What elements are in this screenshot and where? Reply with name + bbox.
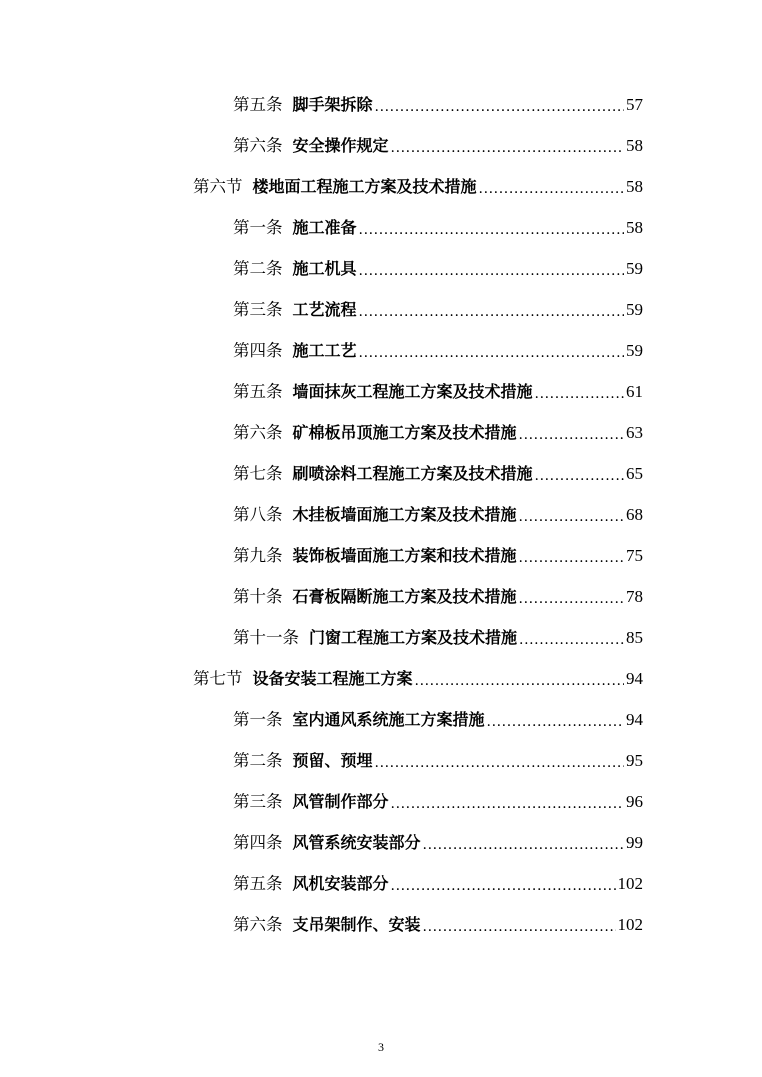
toc-entry-title: 施工机具 <box>292 259 357 278</box>
toc-entry-title: 支吊架制作、安装 <box>292 915 421 934</box>
toc-entry-title: 施工准备 <box>292 218 357 237</box>
toc-entry[interactable] <box>233 498 643 532</box>
toc-entry-number: 第六节 <box>193 177 243 196</box>
toc-entry-title: 矿棉板吊顶施工方案及技术措施 <box>292 423 517 442</box>
toc-dot-leader <box>375 88 624 122</box>
toc-dot-leader <box>519 621 624 655</box>
toc-dot-leader <box>391 129 624 163</box>
toc-dot-leader <box>535 375 624 409</box>
toc-entry-page: 61 <box>626 382 643 401</box>
toc-dot-leader <box>375 744 624 778</box>
toc-entry-title: 预留、预埋 <box>292 751 373 770</box>
toc-entry-number: 第七节 <box>193 669 243 688</box>
toc-entry-number: 第六条 <box>233 915 283 934</box>
toc-entry-title: 装饰板墙面施工方案和技术措施 <box>292 546 517 565</box>
toc-dot-leader <box>519 539 624 573</box>
toc-entry-page: 58 <box>626 177 643 196</box>
toc-entry-page: 68 <box>626 505 643 524</box>
toc-entry-title: 风管系统安装部分 <box>292 833 421 852</box>
toc-dot-leader <box>519 580 624 614</box>
toc-dot-leader <box>359 252 624 286</box>
toc-entry-title: 安全操作规定 <box>292 136 389 155</box>
toc-entry[interactable] <box>233 867 643 901</box>
toc-entry-title: 楼地面工程施工方案及技术措施 <box>252 177 477 196</box>
toc-entry-title: 施工工艺 <box>292 341 357 360</box>
toc-entry[interactable] <box>233 88 643 122</box>
toc-dot-leader <box>487 703 624 737</box>
toc-entry-number: 第二条 <box>233 259 283 278</box>
toc-entry-page: 59 <box>626 300 643 319</box>
toc-dot-leader <box>391 785 624 819</box>
toc-entry-page: 96 <box>626 792 643 811</box>
toc-entry-number: 第四条 <box>233 341 283 360</box>
toc-entry-page: 95 <box>626 751 643 770</box>
toc-entry-title: 风机安装部分 <box>292 874 389 893</box>
toc-entry-number: 第三条 <box>233 792 283 811</box>
toc-entry-number: 第三条 <box>233 300 283 319</box>
toc-entry-title: 墙面抹灰工程施工方案及技术措施 <box>292 382 533 401</box>
toc-entry-number: 第九条 <box>233 546 283 565</box>
toc-entry[interactable] <box>233 744 643 778</box>
toc-entry-page: 94 <box>626 669 643 688</box>
toc-dot-leader <box>423 826 624 860</box>
toc-entry-page: 102 <box>617 915 643 934</box>
toc-entry[interactable] <box>233 621 643 655</box>
toc-section-entry[interactable] <box>193 170 643 204</box>
toc-entry-page: 59 <box>626 341 643 360</box>
toc-entry-number: 第十条 <box>233 587 283 606</box>
page-number: 3 <box>378 1040 384 1054</box>
toc-entry-page: 65 <box>626 464 643 483</box>
toc-entry-title: 工艺流程 <box>292 300 357 319</box>
toc-entry-number: 第一条 <box>233 218 283 237</box>
toc-entry[interactable] <box>233 580 643 614</box>
toc-dot-leader <box>479 170 624 204</box>
toc-entry-page: 63 <box>626 423 643 442</box>
toc-entry-number: 第五条 <box>233 95 283 114</box>
toc-entry-page: 94 <box>626 710 643 729</box>
toc-entry-number: 第七条 <box>233 464 283 483</box>
toc-entry-number: 第十一条 <box>233 628 299 647</box>
toc-entry-number: 第八条 <box>233 505 283 524</box>
toc-entry[interactable] <box>233 416 643 450</box>
toc-entry-number: 第六条 <box>233 423 283 442</box>
toc-entry[interactable] <box>233 785 643 819</box>
toc-entry-page: 59 <box>626 259 643 278</box>
toc-entry[interactable] <box>233 908 643 942</box>
toc-entry-title: 石膏板隔断施工方案及技术措施 <box>292 587 517 606</box>
toc-dot-leader <box>535 457 624 491</box>
toc-entry-page: 75 <box>626 546 643 565</box>
toc-entry-title: 设备安装工程施工方案 <box>252 669 413 688</box>
toc-dot-leader <box>423 908 616 942</box>
toc-entry[interactable] <box>233 334 643 368</box>
toc-entry[interactable] <box>233 252 643 286</box>
toc-entry[interactable] <box>233 539 643 573</box>
toc-dot-leader <box>359 211 624 245</box>
toc-entry-number: 第五条 <box>233 874 283 893</box>
toc-entry-number: 第五条 <box>233 382 283 401</box>
toc-entry[interactable] <box>233 375 643 409</box>
toc-entry[interactable] <box>233 293 643 327</box>
toc-entry[interactable] <box>233 129 643 163</box>
toc-entry[interactable] <box>233 457 643 491</box>
toc-entry-number: 第一条 <box>233 710 283 729</box>
toc-entry-page: 57 <box>626 95 643 114</box>
toc-entry-title: 脚手架拆除 <box>292 95 373 114</box>
toc-entry-page: 78 <box>626 587 643 606</box>
toc-entry-page: 58 <box>626 136 643 155</box>
toc-dot-leader <box>519 416 624 450</box>
toc-entry[interactable] <box>233 826 643 860</box>
toc-entry-title: 刷喷涂料工程施工方案及技术措施 <box>292 464 533 483</box>
toc-entry-page: 102 <box>617 874 643 893</box>
toc-section-entry[interactable] <box>193 662 643 696</box>
toc-entry-number: 第六条 <box>233 136 283 155</box>
toc-entry-title: 室内通风系统施工方案措施 <box>292 710 485 729</box>
toc-entry[interactable] <box>233 211 643 245</box>
toc-dot-leader <box>391 867 616 901</box>
toc-dot-leader <box>359 293 624 327</box>
toc-entry-page: 85 <box>626 628 643 647</box>
toc-dot-leader <box>359 334 624 368</box>
toc-dot-leader <box>415 662 624 696</box>
toc-dot-leader <box>519 498 624 532</box>
toc-entry[interactable] <box>233 703 643 737</box>
toc-entry-number: 第四条 <box>233 833 283 852</box>
toc-entry-title: 风管制作部分 <box>292 792 389 811</box>
toc-entry-title: 门窗工程施工方案及技术措施 <box>309 628 518 647</box>
toc-entry-page: 99 <box>626 833 643 852</box>
toc-entry-title: 木挂板墙面施工方案及技术措施 <box>292 505 517 524</box>
toc-entry-number: 第二条 <box>233 751 283 770</box>
toc-entry-page: 58 <box>626 218 643 237</box>
